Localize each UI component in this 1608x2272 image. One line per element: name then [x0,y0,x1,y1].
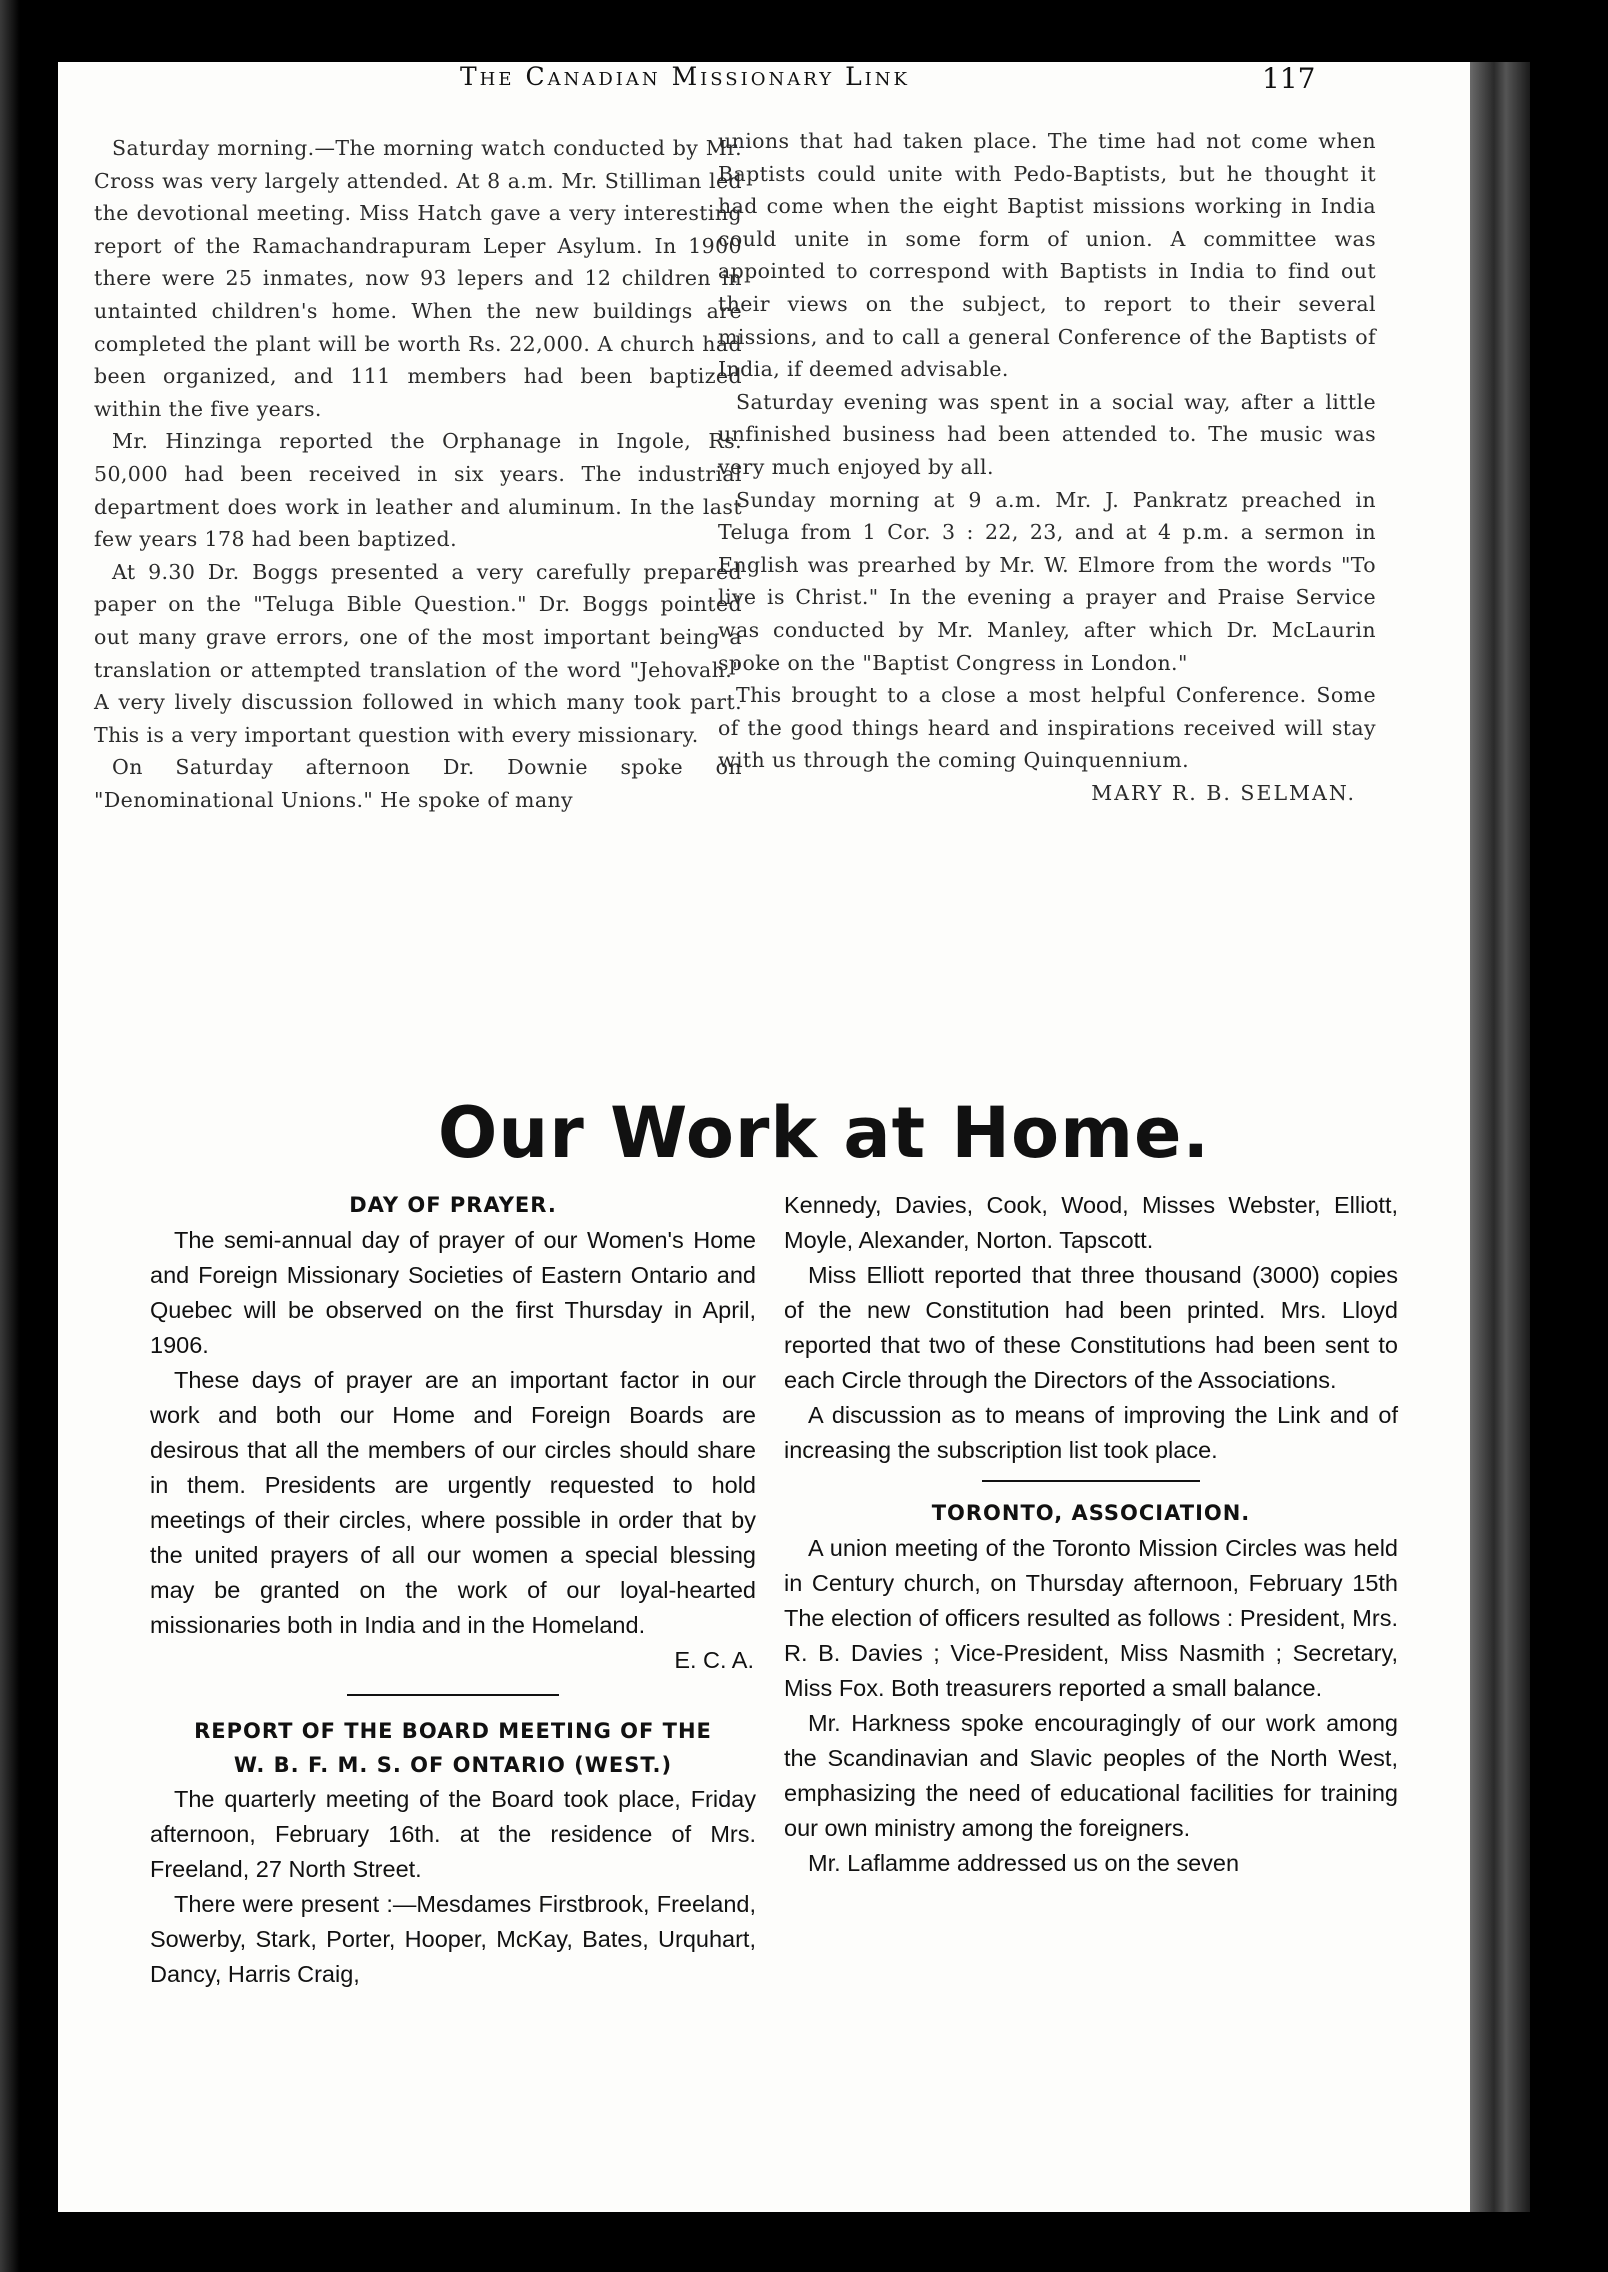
section-heading-day-of-prayer: DAY OF PRAYER. [349,1193,557,1217]
paragraph: Saturday evening was spent in a social way, after a little unfinished business had been attended to. The music was very much enjoyed by all. [718,389,1376,479]
paragraph: Mr. Harkness spoke encouragingly of our work among the Scandinavian and Slavic peoples of the North West, emphasizing the need of educational facilities for training our own ministry among the foreigners. [784,1710,1398,1841]
running-head [0,62,1608,102]
paragraph: There were present :—Mesdames Firstbrook, Freeland, Sowerby, Stark, Porter, Hooper, McKay, Bates, Urquhart, Dancy, Harris Craig, [150,1891,756,1987]
paragraph: unions that had taken place. The time had not come when Baptists could unite with Pedo-Baptists, but he thought it had come when the eight Baptist missions working in India could unite in some form of union. A committee was appointed to correspond with Baptists in India to find out their views on the subject, to report to their several missions, and to call a general Conference of the Baptists of India, if deemed advisable. [718,129,1376,382]
section-banner: Our Work at Home. [437,1092,1211,1174]
heading-line: REPORT OF THE BOARD MEETING OF THE [194,1719,712,1743]
paragraph: Mr. Hinzinga reported the Orphanage in Ingole, Rs. 50,000 had been received in six years. The industrial department does work in leather and aluminum. In the last few years 178 had been baptized. [94,429,742,552]
paragraph: This brought to a close a most helpful Conference. Some of the good things heard and inspirations received will stay with us through the coming Quinquennium. [718,683,1376,773]
author-signature: MARY R. B. SELMAN. [1091,780,1356,805]
divider-rule [347,1694,559,1696]
paragraph: Sunday morning at 9 a.m. Mr. J. Pankratz preached in Teluga from 1 Cor. 3 : 22, 23, and at 4 p.m. a sermon in English was prearhed by Mr. W. Elmore from the words "To live is Christ." In the evening a prayer and Praise Service was conducted by Mr. Manley, after which Dr. McLaurin spoke on the "Baptist Congress in London." [718,487,1376,675]
paragraph: At 9.30 Dr. Boggs presented a very carefully prepared paper on the "Teluga Bible Question." Dr. Boggs pointed out many grave errors, one of the most important being a translation or attempted translation of the word "Jehovah." A very lively discussion followed in which many took part. This is a very important question with every missionary. [94,559,742,747]
paragraph: The semi-annual day of prayer of our Women's Home and Foreign Missionary Societies of Eastern Ontario and Quebec will be observed on the first Thursday in April, 1906. [150,1227,756,1358]
paragraph: Kennedy, Davies, Cook, Wood, Misses Webster, Elliott, Moyle, Alexander, Norton. Tapscott. [784,1192,1398,1253]
bottom-right-column [784,1188,1398,1881]
paragraph: A discussion as to means of improving the Link and of increasing the subscription list took place. [784,1402,1398,1463]
divider-rule [982,1480,1200,1482]
top-left-column [94,132,742,816]
paragraph: These days of prayer are an important factor in our work and both our Home and Foreign Boards are desirous that all the members of our circles should share in them. Presidents are urgently requested to hold meetings of their circles, where possible in order that by the united prayers of all our women a special blessing may be granted on the work of our loyal-hearted missionaries both in India and in the Homeland. [150,1367,756,1638]
section-heading-toronto-association: TORONTO, ASSOCIATION. [931,1501,1251,1525]
author-initials: E. C. A. [674,1647,754,1673]
paragraph: The quarterly meeting of the Board took place, Friday afternoon, February 16th. at the residence of Mrs. Freeland, 27 North Street. [150,1786,756,1882]
page-number: 117 [1262,62,1316,95]
heading-line: W. B. F. M. S. OF ONTARIO (WEST.) [233,1753,673,1777]
paragraph: Miss Elliott reported that three thousand (3000) copies of the new Constitution had been printed. Mrs. Lloyd reported that two of these Constitutions had been sent to each Circle through the Directors of the Associations. [784,1262,1398,1393]
section-heading-board-report [150,1714,756,1782]
paragraph: Mr. Laflamme addressed us on the seven [808,1850,1240,1876]
paragraph: Saturday morning.—The morning watch conducted by Mr. Cross was very largely attended. At 8 a.m. Mr. Stilliman led the devotional meeting. Miss Hatch gave a very interesting report of the Ramachandrapuram Leper Asylum. In 1900 there were 25 inmates, now 93 lepers and 12 children in untainted children's home. When the new buildings are completed the plant will be worth Rs. 22,000. A church had been organized, and 111 members had been baptized within the five years. [94,136,742,421]
running-title: The Canadian Missionary Link [460,62,910,91]
paragraph: A union meeting of the Toronto Mission Circles was held in Century church, on Thursday afternoon, February 15th The election of officers resulted as follows : President, Mrs. R. B. Davies ; Vice-President, Miss Nasmith ; Secretary, Miss Fox. Both treasurers reported a small balance. [784,1535,1398,1701]
paragraph: On Saturday afternoon Dr. Downie spoke on "Denominational Unions." He spoke of many [94,755,742,812]
bottom-left-column [150,1188,756,1992]
top-right-column [718,125,1376,809]
